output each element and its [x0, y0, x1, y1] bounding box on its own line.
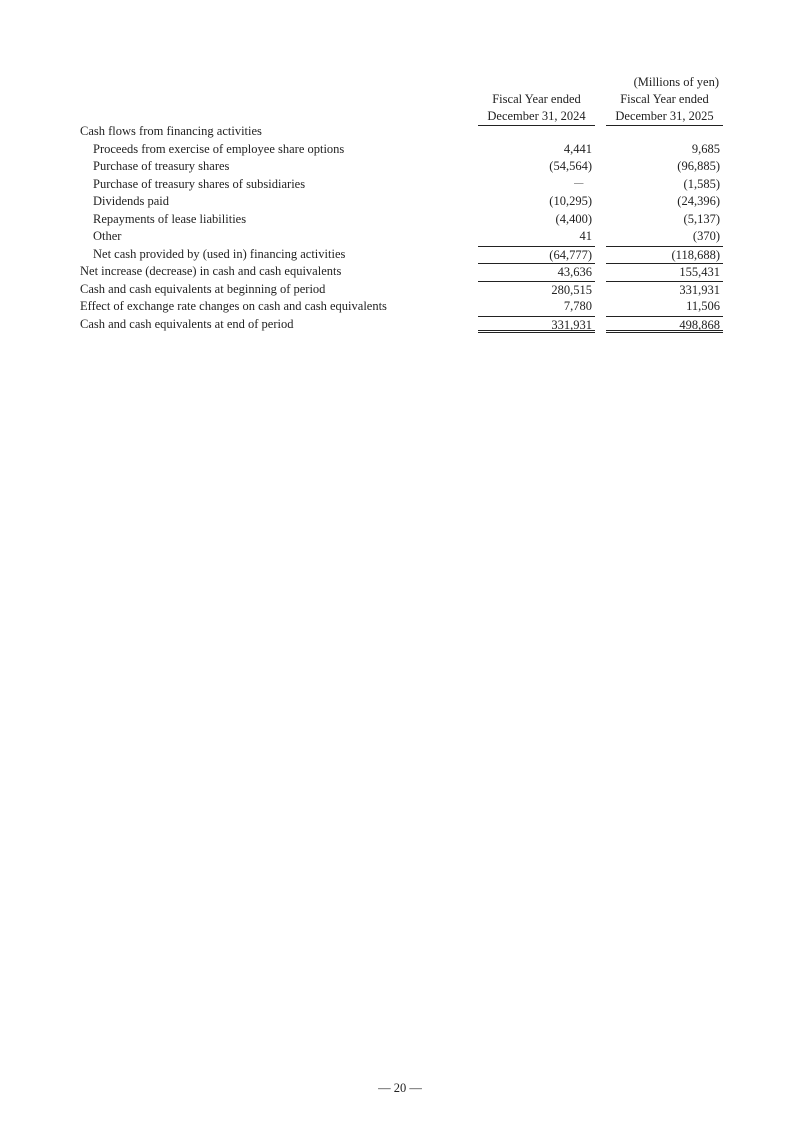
value-fy2024: － [572, 176, 585, 191]
table-row [0, 141, 800, 159]
value-fy2024: (4,400) [555, 211, 592, 226]
value-fy2025: (96,885) [677, 159, 720, 173]
value-fy2025: (118,688) [606, 246, 723, 263]
table-row-grand-total [0, 316, 800, 334]
row-label: Cash and cash equivalents at end of period [80, 316, 294, 331]
table-row-section-heading [0, 123, 800, 141]
row-label: Repayments of lease liabilities [93, 211, 247, 226]
row-label: Effect of exchange rate changes on cash and cash equivalents [80, 299, 387, 313]
row-label: Net cash provided by (used in) financing activities [93, 246, 346, 261]
value-fy2024: 331,931 [478, 316, 595, 333]
value-fy2024: (54,564) [549, 159, 592, 173]
value-fy2025: (5,137) [683, 211, 720, 226]
row-label: Proceeds from exercise of employee share options [93, 141, 345, 156]
page-number: ― 20 ― [378, 1081, 422, 1095]
value-fy2025: (1,585) [683, 176, 720, 191]
value-fy2024: 7,780 [563, 299, 592, 313]
value-fy2025: 331,931 [606, 281, 723, 298]
row-label: Cash flows from financing activities [80, 124, 262, 138]
units-note: (Millions of yen) [633, 75, 719, 89]
column-header-line1: Fiscal Year ended [492, 92, 581, 106]
table-row [0, 228, 800, 246]
column-header-fy2024 [478, 91, 595, 126]
column-header-line2: December 31, 2024 [487, 109, 586, 123]
row-label: Net increase (decrease) in cash and cash equivalents [80, 264, 342, 278]
row-label: Purchase of treasury shares [93, 159, 230, 173]
table-row [0, 193, 800, 211]
row-label: Dividends paid [93, 194, 170, 208]
column-header-fy2025 [606, 91, 723, 126]
table-row-subtotal [0, 246, 800, 264]
table-row [0, 211, 800, 229]
table-row [0, 298, 800, 316]
value-fy2024: 4,441 [563, 141, 592, 156]
table-row [0, 158, 800, 176]
value-fy2024: (64,777) [478, 246, 595, 263]
row-label: Other [93, 229, 122, 243]
value-fy2025: 11,506 [686, 299, 720, 313]
value-fy2025: 9,685 [691, 141, 720, 156]
table-row-total [0, 263, 800, 281]
value-fy2025: 498,868 [606, 316, 723, 333]
row-label: Purchase of treasury shares of subsidiaries [93, 176, 306, 191]
column-header-line1: Fiscal Year ended [620, 92, 709, 106]
column-header-line2: December 31, 2025 [615, 109, 714, 123]
value-fy2025: 155,431 [606, 263, 723, 280]
value-fy2025: (370) [692, 229, 720, 243]
value-fy2025: (24,396) [677, 194, 720, 208]
value-fy2024: 280,515 [478, 281, 595, 298]
value-fy2024: (10,295) [549, 194, 592, 208]
table-row-total [0, 281, 800, 299]
value-fy2024: 41 [579, 229, 592, 243]
value-fy2024: 43,636 [478, 263, 595, 280]
table-row [0, 176, 800, 194]
cash-flow-table [0, 123, 800, 333]
row-label: Cash and cash equivalents at beginning of period [80, 281, 326, 296]
